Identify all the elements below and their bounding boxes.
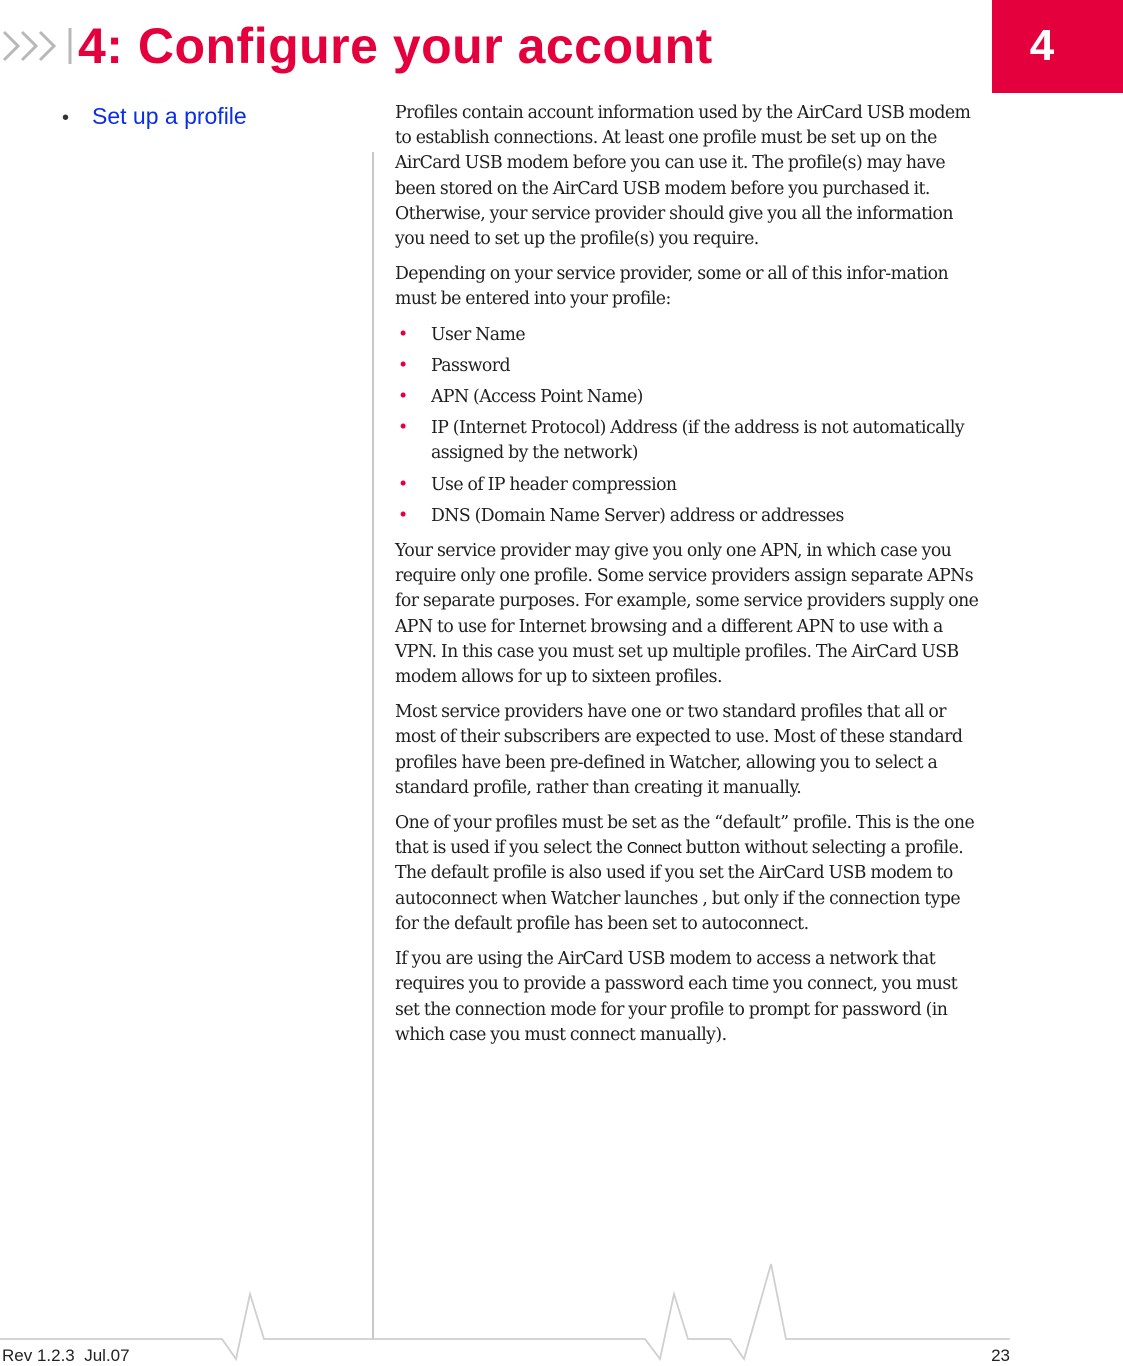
- list-item: [395, 416, 980, 466]
- list-item: [395, 323, 980, 348]
- list-item-text: DNS (Domain Name Server) address or addresses: [431, 505, 844, 526]
- sidebar-bullet: •: [62, 107, 70, 129]
- paragraph-default-profile: [395, 811, 980, 937]
- chapter-title: 4: Configure your account: [78, 18, 713, 74]
- profile-fields-list: [395, 323, 980, 529]
- chapter-tab: [992, 0, 1123, 93]
- list-item-text: User Name: [431, 324, 526, 345]
- page-number: 23: [991, 1346, 1010, 1365]
- list-item-text: IP (Internet Protocol) Address (if the address is not automatically assigned by the network): [431, 418, 965, 464]
- chapter-contents: [62, 100, 247, 134]
- bullet-icon: •: [398, 418, 408, 439]
- list-item: [395, 354, 980, 379]
- paragraph-password-prompt: If you are using the AirCard USB modem to access a network that requires you to provide a password each time you connect, you must set the connection mode for your profile to prompt for password (in which case you must connect manually).: [395, 949, 958, 1045]
- list-item-text: Use of IP header compression: [431, 474, 677, 495]
- bullet-icon: •: [398, 474, 408, 495]
- paragraph-intro: Profiles contain account information used by the AirCard USB modem to establish connections. At least one profile must be set up on the AirCard USB modem before you can use it. The profile(s) may have been stored on the AirCard USB modem before you purchased it. Otherwise, your service provider should give you all the information you need to set up the profile(s) you require.: [395, 103, 971, 250]
- bullet-icon: •: [398, 324, 408, 345]
- list-item: [395, 385, 980, 410]
- column-divider: [372, 152, 374, 1340]
- bullet-icon: •: [398, 355, 408, 376]
- list-item-text: APN (Access Point Name): [431, 387, 643, 408]
- paragraph-standard-profiles: Most service providers have one or two standard profiles that all or most of their subscribers are expected to use. Most of these standard profiles have been pre-defined in Watcher, allowing you to select a standard profile, rather than creating it manually.: [395, 702, 963, 798]
- sidebar-item-set-up-profile[interactable]: [62, 100, 247, 134]
- list-item: [395, 504, 980, 529]
- sidebar-link-set-up-profile[interactable]: Set up a profile: [92, 103, 247, 129]
- list-item: [395, 473, 980, 498]
- paragraph-text: button without selecting a profile. The default profile is also used if you set the AirCard USB modem to autoconnect when Watcher launches , but only if the connection type for the default profile has been set to autoconnect.: [395, 838, 964, 934]
- paragraph-profile-info: Depending on your service provider, some or all of this infor-mation must be entered into your profile:: [395, 264, 949, 310]
- paragraph-text: One of your profiles must be set as the “default” profile. This is the one that is used if you select the: [395, 813, 975, 859]
- main-content: [395, 101, 980, 1058]
- paragraph-apns: Your service provider may give you only one APN, in which case you require only one profile. Some service providers assign separate APNs for separate purposes. For example, some service providers supply one APN to use for Internet browsing and a different APN to use with a VPN. In this case you must set up multiple profiles. The AirCard USB modem allows for up to sixteen profiles.: [395, 541, 979, 688]
- list-item-text: Password: [431, 355, 511, 376]
- revision-label: Rev 1.2.3 Jul.07: [2, 1346, 130, 1365]
- bullet-icon: •: [398, 387, 408, 408]
- footer-waveform-graphic: [0, 1262, 1123, 1366]
- connect-term: Connect: [626, 840, 682, 858]
- chevron-arrows-icon: [0, 22, 80, 70]
- chapter-tab-number: 4: [1029, 21, 1055, 70]
- bullet-icon: •: [398, 505, 408, 526]
